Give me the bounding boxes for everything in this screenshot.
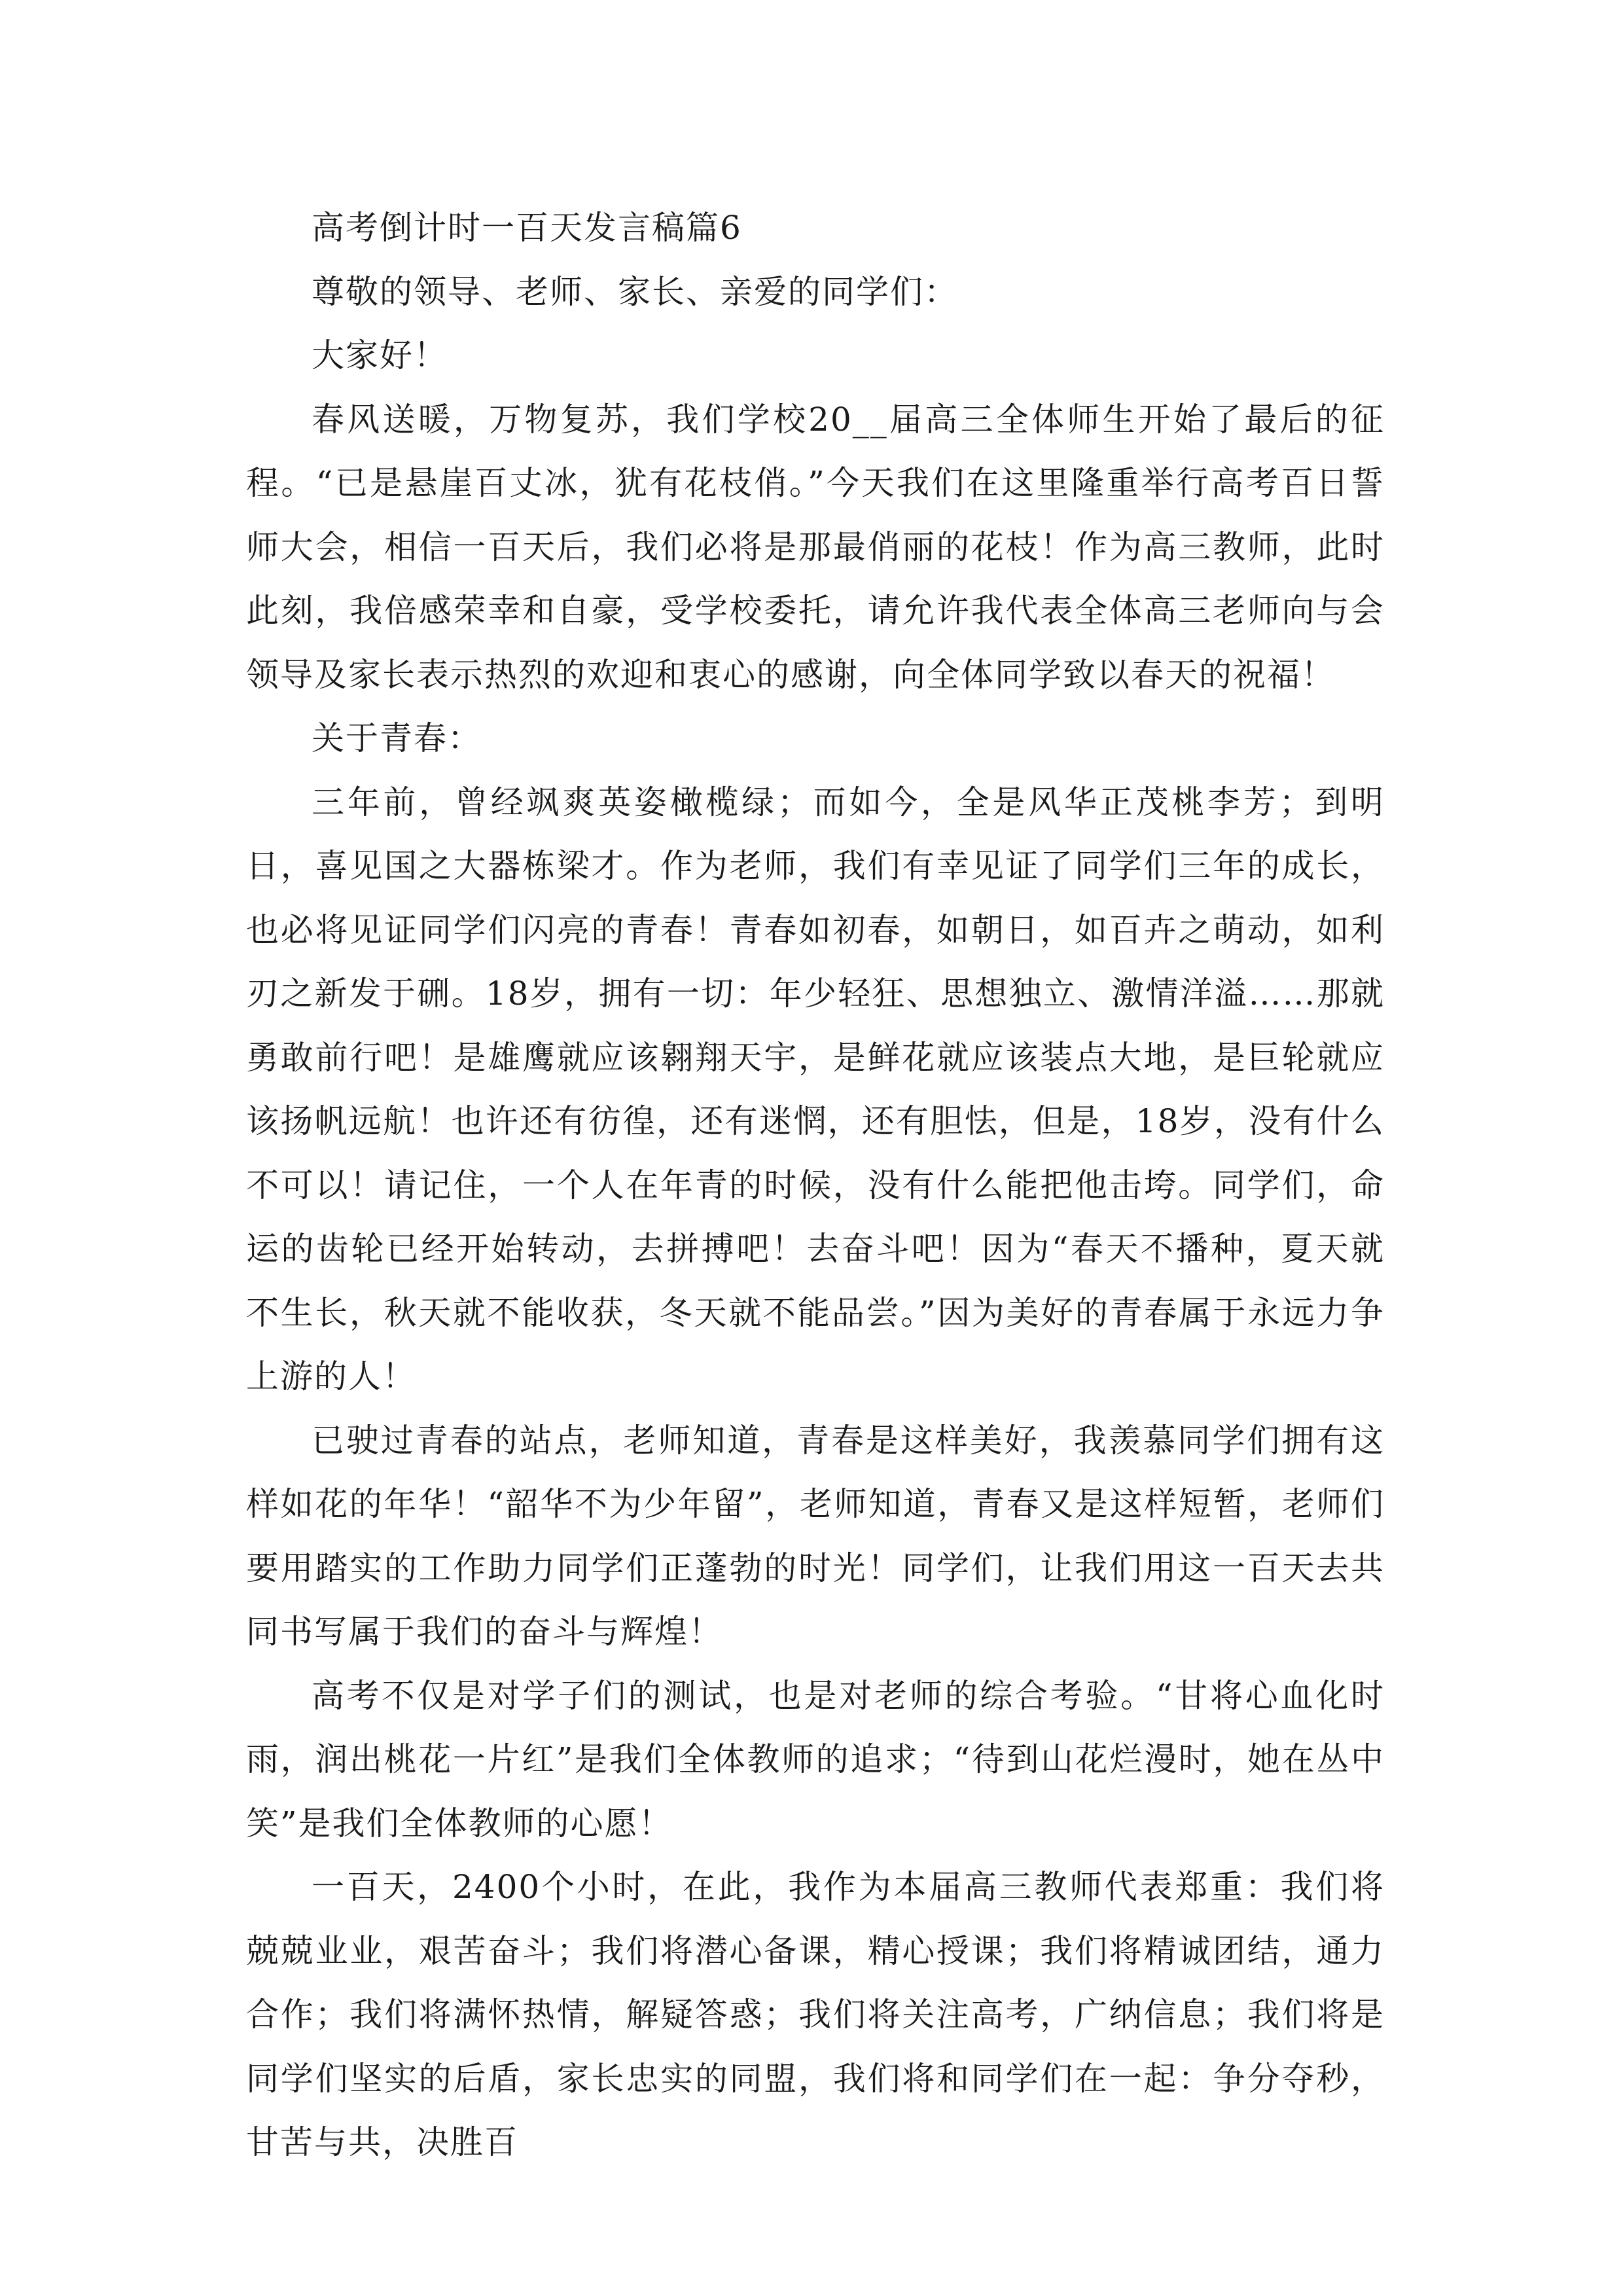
paragraph-pledge: 一百天，2400个小时，在此，我作为本届高三教师代表郑重：我们将兢兢业业，艰苦奋斗；我们将潜心备课，精心授课；我们将精诚团结，通力合作；我们将满怀热情，解疑答惑；我们将关注高考，广纳信息；我们将是同学们坚实的后盾，家长忠实的同盟，我们将和同学们在一起：争分夺秒，甘苦与共，决胜百: [246, 1868, 1385, 2161]
document-title: 高考倒计时一百天发言稿篇6: [312, 209, 742, 247]
paragraph-teachers-know: 已驶过青春的站点，老师知道，青春是这样美好，我羡慕同学们拥有这样如花的年华！“韶华不为少年留”，老师知道，青春又是这样短暂，老师们要用踏实的工作助力同学们正蓬勃的时光！同学们，让我们用这一百天去共同书写属于我们的奋斗与辉煌！: [246, 1421, 1385, 1651]
paragraph-youth: 三年前，曾经飒爽英姿橄榄绿；而如今，全是风华正茂桃李芳；到明日，喜见国之大器栋梁才。作为老师，我们有幸见证了同学们三年的成长，也必将见证同学们闪亮的青春！青春如初春，如朝日，如百卉之萌动，如利刃之新发于硎。18岁，拥有一切：年少轻狂、思想独立、激情洋溢……那就勇敢前行吧！是雄鹰就应该翱翔天宇，是鲜花就应该装点大地，是巨轮就应该扬帆远航！也许还有彷徨，还有迷惘，还有胆怯，但是，18岁，没有什么不可以！请记住，一个人在年青的时候，没有什么能把他击垮。同学们，命运的齿轮已经开始转动，去拼搏吧！去奋斗吧！因为“春天不播种，夏天就不生长，秋天就不能收获，冬天就不能品尝。”因为美好的青春属于永远力争上游的人！: [246, 783, 1385, 1395]
section-heading-youth: 关于青春：: [312, 719, 482, 757]
paragraph-exam-test: 高考不仅是对学子们的测试，也是对老师的综合考验。“甘将心血化时雨，润出桃花一片红”是我们全体教师的追求；“待到山花烂漫时，她在丛中笑”是我们全体教师的心愿！: [246, 1676, 1385, 1842]
document-body: [246, 196, 1385, 2175]
paragraph-opening: 春风送暖，万物复苏，我们学校20__届高三全体师生开始了最后的征程。“已是悬崖百丈冰，犹有花枝俏。”今天我们在这里隆重举行高考百日誓师大会，相信一百天后，我们必将是那最俏丽的花枝！作为高三教师，此时此刻，我倍感荣幸和自豪，受学校委托，请允许我代表全体高三老师向与会领导及家长表示热烈的欢迎和衷心的感谢，向全体同学致以春天的祝福！: [246, 400, 1385, 694]
greeting: 大家好！: [312, 336, 448, 374]
salutation: 尊敬的领导、老师、家长、亲爱的同学们：: [312, 272, 958, 311]
